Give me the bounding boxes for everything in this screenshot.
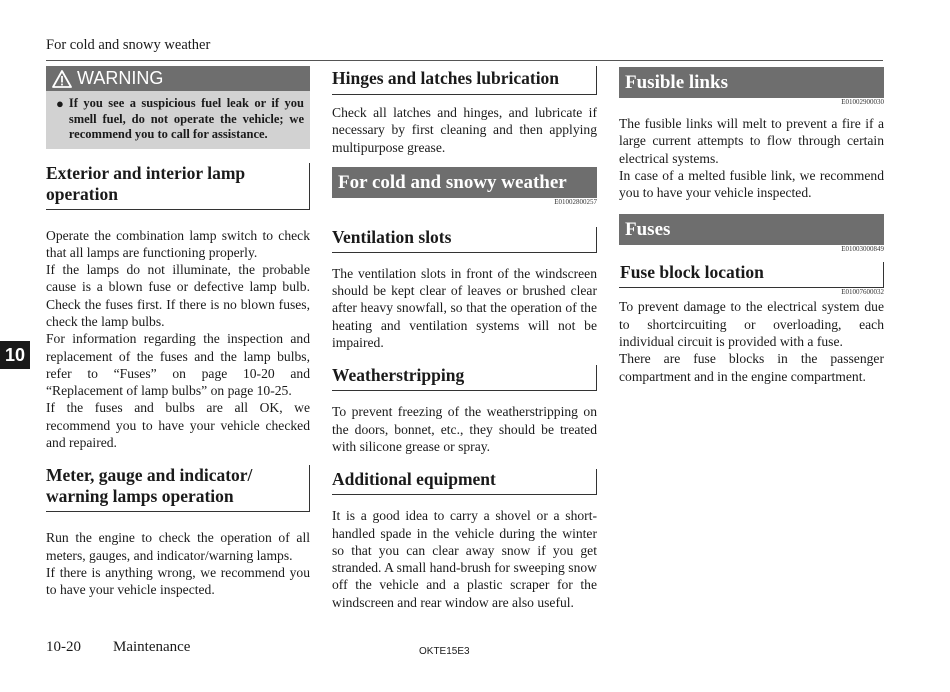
lamp-operation-text bbox=[46, 227, 310, 452]
header-rule bbox=[46, 60, 883, 61]
warning-header bbox=[46, 66, 310, 91]
document-code: OKTE15E3 bbox=[419, 646, 470, 657]
paragraph: If the fuses and bulbs are all OK, we recommend you to have your vehicle checked and repaired. bbox=[46, 400, 310, 451]
ventilation-heading: Ventilation slots bbox=[332, 227, 597, 253]
section-code: E01007600032 bbox=[841, 288, 884, 297]
warning-triangle-icon bbox=[52, 70, 72, 88]
meter-gauge-text bbox=[46, 529, 310, 598]
column-left bbox=[46, 66, 310, 599]
column-middle bbox=[332, 66, 597, 611]
section-code: E01002900030 bbox=[841, 98, 884, 106]
weatherstripping-text: To prevent freezing of the weatherstripping on the doors, bonnet, etc., they should be treated with silicone grease or spray. bbox=[332, 404, 597, 454]
ventilation-text: The ventilation slots in front of the windscreen should be kept clear of leaves or brushed clear after heavy snowfall, so that the operation of the heating and ventilation systems will not be impaired. bbox=[332, 265, 597, 351]
additional-equipment-heading: Additional equipment bbox=[332, 469, 597, 495]
paragraph: To prevent damage to the electrical system due to shortcircuiting or overloading, each individual circuit is provided with a fuse. bbox=[619, 299, 884, 350]
paragraph: If there is anything wrong, we recommend you to have your vehicle inspected. bbox=[46, 564, 310, 598]
section-code: E01003000849 bbox=[841, 245, 884, 254]
warning-text: If you see a suspicious fuel leak or if you smell fuel, do not operate the vehicle; we recommend you to call for assistance. bbox=[68, 96, 304, 141]
paragraph: The fusible links will melt to prevent a fire if a large current attempts to flow through certain electrical systems. bbox=[619, 116, 884, 166]
section-code: E01002800257 bbox=[554, 197, 597, 206]
fuse-block-location-heading: Fuse block location bbox=[619, 262, 884, 288]
meter-gauge-heading: Meter, gauge and indicator/ warning lamps operation bbox=[46, 465, 310, 512]
paragraph: For information regarding the inspection and replacement of the fuses and the lamp bulbs, refer to “Fuses” on page 10-20 and “Replacement of lamp bulbs” on page 10-25. bbox=[46, 331, 310, 399]
warning-label: WARNING bbox=[77, 68, 164, 88]
hinges-heading: Hinges and latches lubrication bbox=[332, 66, 597, 95]
fusible-links-text bbox=[619, 115, 884, 201]
paragraph: In case of a melted fusible link, we recommend you to have your vehicle inspected. bbox=[619, 167, 884, 201]
fuse-block-text bbox=[619, 298, 884, 384]
fuses-heading: Fuses bbox=[619, 214, 884, 245]
column-right bbox=[619, 66, 884, 385]
paragraph: If the lamps do not illuminate, the probable cause is a blown fuse or defective lamp bulb. Check the fuses first. If there is no blown fuses, check the lamp bulbs. bbox=[46, 262, 310, 329]
fusible-links-heading: Fusible links bbox=[619, 67, 884, 98]
additional-equipment-text: It is a good idea to carry a shovel or a short-handled spade in the vehicle during the winter so that you can clear away snow if you get stranded. A small hand-brush for sweeping snow off the vehicle and a plastic scraper for the windscreen and rear window are also useful. bbox=[332, 508, 597, 610]
weatherstripping-heading: Weatherstripping bbox=[332, 365, 597, 391]
page-number: 10-20 bbox=[46, 639, 81, 655]
warning-body bbox=[46, 91, 310, 149]
lamp-operation-heading: Exterior and interior lamp operation bbox=[46, 163, 310, 210]
warning-box bbox=[46, 66, 310, 149]
paragraph: Operate the combination lamp switch to check that all lamps are functioning properly. bbox=[46, 227, 310, 260]
cold-weather-heading: For cold and snowy weather bbox=[332, 167, 597, 198]
paragraph: Run the engine to check the operation of all meters, gauges, and indicator/warning lamps. bbox=[46, 530, 310, 563]
footer-section-name: Maintenance bbox=[113, 639, 191, 655]
paragraph: There are fuse blocks in the passenger compartment and in the engine compartment. bbox=[619, 351, 884, 384]
running-head: For cold and snowy weather bbox=[46, 37, 211, 53]
hinges-text: Check all latches and hinges, and lubricate if necessary by first cleaning and then applying multipurpose grease. bbox=[332, 105, 597, 155]
bullet-icon: ● bbox=[56, 96, 64, 111]
chapter-tab: 10 bbox=[0, 341, 30, 369]
